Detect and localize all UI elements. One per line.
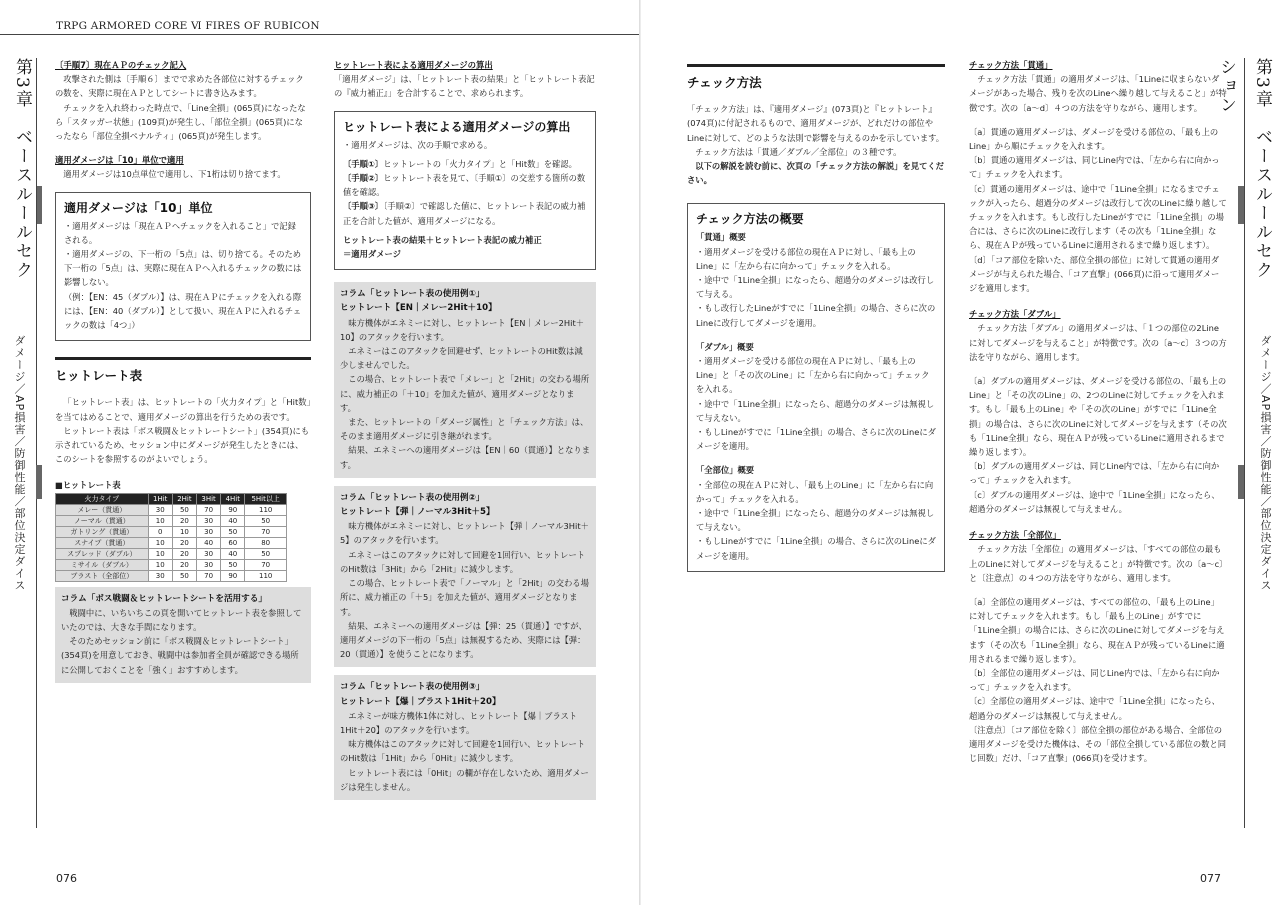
table-cell: 20 [172, 537, 196, 548]
example-2-box [334, 486, 596, 667]
table-cell: 20 [172, 559, 196, 570]
double-heading: チェック方法「ダブル」 [969, 309, 1061, 320]
table-cell: 10 [148, 537, 172, 548]
table-cell: 40 [221, 548, 245, 559]
unit-box-line-2: ・適用ダメージの、下一桁の「5点」は、切り捨てる。そのため下一桁の「5点」は、実際に現在ＡＰへ入れるチェックの数には影響しない。 [64, 249, 302, 288]
page-number-right: 077 [1200, 872, 1221, 885]
unit-box-line-3: （例：【EN：45（ダブル）】は、現在ＡＰにチェックを入れる際には、【EN：40（ダブル）】として扱い、現在ＡＰに入れるチェックの数は「4つ」） [64, 291, 302, 331]
example-1-subtitle: ヒットレート【EN｜メレー2Hit＋10】 [340, 303, 497, 314]
table-row-label: スプレッド（ダブル） [56, 548, 149, 559]
running-header-title: TRPG ARMORED CORE Ⅵ FIRES OF RUBICON [56, 20, 320, 32]
table-cell: 80 [245, 537, 287, 548]
table-cell: 30 [197, 515, 221, 526]
right-section-block [1238, 325, 1280, 825]
all-parts-rule-a: 〔a〕全部位の適用ダメージは、すべての部位の、「最も上のLine」に対してチェックを入れます。もし「最も上のLine」がすでに「1Line全損」の場合には、さらに次のLineに対してダメージを与えます（その次も「1Line全損」なら、現在ＡＰが残っているLineに適用されるまで繰り返します）。 [969, 596, 1225, 664]
calc-formula-line-1: ヒットレート表の結果＋ヒットレート表記の威力補正 [343, 234, 542, 245]
table-cell: 40 [221, 515, 245, 526]
penetrate-rule-b: 〔b〕貫通の適用ダメージは、同じLine内では、「左から右に向かって」チェックを入れます。 [969, 155, 1220, 180]
page-gutter [639, 0, 641, 905]
step-3-text: 〔手順②〕で確認した値に、ヒットレート表記の威力補正を合計した値が、適用ダメージになる。 [343, 201, 586, 226]
calc-step-3 [343, 199, 587, 227]
table-cell: 30 [197, 548, 221, 559]
left-chapter-label: 第3章 ベースルールセク [12, 58, 32, 280]
step7-paragraph-1: 攻撃された側は〔手順６〕までで求めた各部位に対するチェックの数を、実際に現在ＡＰとしてシートに書き込みます。 [55, 74, 304, 99]
sheet-column-paragraph-2: そのためセッション前に「ボス戦闘＆ヒットレートシート」(354頁)を用意しておき、戦闘中は参加者全員が確認できる場所に公開しておくことを「強く」おすすめします。 [61, 636, 299, 675]
overview-double-title: 「ダブル」概要 [696, 341, 754, 352]
calc-paragraph: 「適用ダメージ」は、「ヒットレート表の結果」と「ヒットレート表記の『威力補正』」を合計することで、求められます。 [334, 74, 595, 99]
table-cell: 110 [245, 570, 287, 581]
hitrate-table [55, 493, 287, 582]
table-header-cell: 火力タイプ [56, 493, 149, 504]
table-cell: 110 [245, 504, 287, 515]
table-header-cell: 5Hit以上 [245, 493, 287, 504]
hitrate-paragraph-2: ヒットレート表は「ボス戦闘＆ヒットレートシート」(354頁)にも示されているため、セッション中にダメージが発生したときには、このシートを参照するのがよいでしょう。 [55, 425, 310, 465]
overview-all-line-1: ・全部位の現在ＡＰに対し、「最も上のLine」に「左から右に向かって」チェックを入れる。 [696, 479, 934, 504]
check-method-paragraph-3: 以下の解説を読む前に、次頁の「チェック方法の解説」を見てください。 [687, 161, 944, 186]
sheet-column-box [55, 587, 311, 683]
left-section-marker [36, 465, 42, 499]
table-row [56, 559, 287, 570]
table-cell: 30 [148, 570, 172, 581]
all-parts-heading: チェック方法「全部位」 [969, 530, 1061, 541]
calc-step-2 [343, 171, 587, 199]
double-intro: チェック方法「ダブル」の適用ダメージは、「１つの部位の2Lineに対してダメージを与えること」が特徴です。次の〔a～c〕３つの方法を守りながら、適用します。 [969, 323, 1227, 362]
table-row-label: ノーマル（貫通） [56, 515, 149, 526]
table-cell: 50 [172, 570, 196, 581]
table-row [56, 515, 287, 526]
penetrate-heading: チェック方法「貫通」 [969, 60, 1053, 70]
example-3-paragraph-3: ヒットレート表には「0Hit」の欄が存在しないため、適用ダメージは発生しません。 [340, 767, 589, 792]
left-section-label: ダメージ／AP損害／防御性能／部位決定ダイス [13, 335, 26, 592]
column-4 [969, 58, 1227, 765]
table-header-cell: 1Hit [148, 493, 172, 504]
table-cell: 30 [197, 559, 221, 570]
overview-penetrate-line-2: ・途中で「1Line全損」になったら、超過分のダメージは改行して与える。 [696, 275, 935, 300]
overview-double-line-2: ・途中で「1Line全損」になったら、超過分のダメージは無視して与えない。 [696, 398, 935, 423]
all-parts-rule-c: 〔c〕全部位の適用ダメージは、途中で「1Line全損」になったら、超過分のダメージは無視して与えません。 [969, 696, 1220, 721]
page-number-left: 076 [56, 872, 77, 885]
unit-box-title: 適用ダメージは「10」単位 [64, 200, 213, 215]
overview-penetrate-line-3: ・もし改行したLineがすでに「1Line全損」の場合、さらに次のLineに改行してダメージを適用。 [696, 303, 936, 328]
example-1-paragraph-3: この場合、ヒットレート表で「メレー」と「2Hit」の交わる場所に、威力補正の「＋10」を加えた値が、適用ダメージとなります。 [340, 374, 590, 413]
example-2-paragraph-2: エネミーはこのアタックに対して回避を1回行い、ヒットレートのHit数は「3Hit」から「2Hit」に減少します。 [340, 549, 586, 574]
penetrate-rule-a: 〔a〕貫通の適用ダメージは、ダメージを受ける部位の、「最も上のLine」から順にチェックを入れます。 [969, 126, 1219, 152]
table-cell: 50 [245, 548, 287, 559]
hitrate-section-title: ヒットレート表 [55, 357, 311, 383]
unit-summary-box [55, 192, 311, 342]
example-2-paragraph-1: 味方機体がエネミーに対し、ヒットレート【弾｜ノーマル3Hit＋5】のアタックを行います。 [340, 521, 589, 546]
example-2-subtitle: ヒットレート【弾｜ノーマル3Hit＋5】 [340, 507, 495, 518]
sheet-column-paragraph-1: 戦闘中に、いちいちこの頁を開いてヒットレート表を参照していたのでは、大きな手間になります。 [61, 607, 302, 633]
example-3-box [334, 675, 596, 800]
table-cell: 10 [172, 526, 196, 537]
column-1 [55, 58, 311, 683]
column-2 [334, 58, 596, 800]
table-cell: 50 [221, 526, 245, 537]
table-cell: 90 [221, 570, 245, 581]
calc-box-intro: ・適用ダメージは、次の手順で求める。 [343, 139, 493, 150]
table-cell: 0 [148, 526, 172, 537]
overview-penetrate-title: 「貫通」概要 [696, 232, 746, 243]
sheet-column-title: コラム「ボス戦闘＆ヒットレートシートを活用する」 [61, 593, 267, 604]
table-cell: 10 [148, 559, 172, 570]
table-row-label: ミサイル（ダブル） [56, 559, 149, 570]
step-1-label: 〔手順①〕 [343, 158, 384, 169]
overview-double-line-1: ・適用ダメージを受ける部位の現在ＡＰに対し、「最も上のLine」と「その次のLine」に「左から右に向かって」チェックを入れる。 [696, 356, 930, 395]
step-1-text: ヒットレートの「火力タイプ」と「Hit数」を確認。 [383, 158, 577, 169]
double-rule-b: 〔b〕ダブルの適用ダメージは、同じLine内では、「左から右に向かって」チェックを入れます。 [969, 461, 1220, 486]
calc-box-title: ヒットレート表による適用ダメージの算出 [343, 119, 571, 134]
example-1-paragraph-2: エネミーはこのアタックを回避せず、ヒットレートのHit数は減少しませんでした。 [340, 346, 583, 371]
table-cell: 70 [197, 504, 221, 515]
example-1-title: コラム「ヒットレート表の使用例①」 [340, 289, 485, 300]
example-1-paragraph-1: 味方機体がエネミーに対し、ヒットレート【EN｜メレー2Hit＋10】のアタックを行います。 [340, 317, 584, 342]
step-2-text: ヒットレート表を見て、〔手順①〕の交差する箇所の数値を確認。 [343, 173, 586, 198]
example-1-paragraph-4: また、ヒットレートの「ダメージ属性」と「チェック方法」は、そのまま適用ダメージに引き継がれます。 [340, 417, 589, 442]
example-3-paragraph-1: エネミーが味方機体1体に対し、ヒットレート【爆｜ブラスト1Hit＋20】のアタックを行います。 [340, 710, 578, 735]
example-3-paragraph-2: 味方機体はこのアタックに対して回避を1回行い、ヒットレートのHit数は「1Hit」から「0Hit」に減少します。 [340, 739, 586, 764]
double-rule-c: 〔c〕ダブルの適用ダメージは、途中で「1Line全損」になったら、超過分のダメージは無視して与えません。 [969, 489, 1220, 514]
example-2-paragraph-4: 結果、エネミーへの適用ダメージは【弾：25（貫通）】ですが、適用ダメージの下一桁の「5点」は無視するため、実際には【弾：20（貫通）】を使うことになります。 [340, 620, 587, 660]
penetrate-rule-d: 〔d〕「コア部位を除いた、部位全損の部位」に対して貫通の適用ダメージが与えられた場合、「コア直撃」(066頁)に沿って適用ダメージを適用します。 [969, 254, 1220, 294]
step7-heading: 〔手順7〕現在ＡＰのチェック記入 [55, 60, 187, 70]
table-row-label: ガトリング（貫通） [56, 526, 149, 537]
table-cell: 20 [172, 515, 196, 526]
overview-box-title: チェック方法の概要 [696, 212, 804, 227]
column-3 [687, 64, 945, 572]
hitrate-table-header-row [56, 493, 287, 504]
example-1-paragraph-5: 結果、エネミーへの適用ダメージは【EN｜60（貫通）】となります。 [340, 445, 591, 470]
table-header-cell: 4Hit [221, 493, 245, 504]
table-cell: 10 [148, 548, 172, 559]
table-row [56, 548, 287, 559]
step-3-label: 〔手順③〕 [343, 201, 384, 212]
table-row [56, 504, 287, 515]
table-row-label: ブラスト（全部位） [56, 570, 149, 581]
calc-procedure-box [334, 111, 596, 271]
table-cell: 50 [172, 504, 196, 515]
all-parts-rule-b: 〔b〕全部位の適用ダメージは、同じLine内では、「左から右に向かって」チェックを入れます。 [969, 667, 1220, 693]
table-cell: 60 [221, 537, 245, 548]
hitrate-table-title: ■ヒットレート表 [55, 480, 121, 491]
example-2-title: コラム「ヒットレート表の使用例②」 [340, 492, 485, 503]
table-row-label: スナイプ（貫通） [56, 537, 149, 548]
calc-heading: ヒットレート表による適用ダメージの算出 [334, 60, 493, 70]
table-cell: 70 [197, 570, 221, 581]
example-1-box [334, 282, 596, 478]
table-cell: 30 [197, 526, 221, 537]
step7-paragraph-2: チェックを入れ終わった時点で、「Line全損」(065頁)になったなら「スタッガー状態」(109頁)が発生し、「部位全損」(065頁)になったなら「部位全損ペナルティ」(065頁)が発生します。 [55, 102, 306, 142]
all-parts-note: 〔注意点〕〔コア部位を除く〕部位全損の部位がある場合、全部位の適用ダメージを受けた機体は、その「部位全損している部位の数と同じ回数」だけ、「コア直撃」(066頁)を受けます。 [969, 724, 1227, 764]
right-section-label: ダメージ／AP損害／防御性能／部位決定ダイス [1259, 335, 1272, 592]
check-method-title: チェック方法 [687, 64, 945, 90]
unit-paragraph: 適用ダメージは10点単位で適用し、下1桁は切り捨てます。 [63, 169, 286, 180]
table-cell: 10 [148, 515, 172, 526]
table-header-cell: 2Hit [172, 493, 196, 504]
table-cell: 50 [245, 515, 287, 526]
table-cell: 30 [148, 504, 172, 515]
check-method-overview-box [687, 203, 945, 571]
table-cell: 90 [221, 504, 245, 515]
hitrate-paragraph-1: 「ヒットレート表」は、ヒットレートの「火力タイプ」と「Hit数」を当てはめることで、適用ダメージの算出を行うための表です。 [55, 397, 311, 422]
calc-formula-line-2: ＝適用ダメージ [343, 249, 401, 260]
table-row-label: メレー（貫通） [56, 504, 149, 515]
check-method-paragraph-1: 「チェック方法」は、『適用ダメージ』(073頁)と『ヒットレート』(074頁)に付記されるもので、適用ダメージが、どれだけの部位やLineに対して、どのような法則で影響を与えるのかを示しています。 [687, 104, 945, 143]
step-2-label: 〔手順②〕 [343, 173, 384, 184]
example-2-paragraph-3: この場合、ヒットレート表で「ノーマル」と「2Hit」の交わる場所に、威力補正の「＋5」を加えた値が、適用ダメージとなります。 [340, 578, 589, 617]
right-chapter-label: 第3章 ベースルールセクション [1216, 58, 1272, 280]
overview-all-title: 「全部位」概要 [696, 465, 755, 476]
table-cell: 20 [172, 548, 196, 559]
overview-double-line-3: ・もしLineがすでに「1Line全損」の場合、さらに次のLineにダメージを適用。 [696, 427, 936, 452]
calc-step-1 [343, 157, 587, 171]
right-section-marker [1238, 465, 1244, 499]
overview-all-line-3: ・もしLineがすでに「1Line全損」の場合、さらに次のLineにダメージを適用。 [696, 536, 936, 561]
table-row [56, 537, 287, 548]
all-parts-intro: チェック方法「全部位」の適用ダメージは、「すべての部位の最も上のLineに対してダメージを与えること」が特徴です。次の〔a～c〕と〔注意点〕の４つの方法を守りながら、適用します。 [969, 544, 1224, 583]
table-row [56, 526, 287, 537]
example-3-title: コラム「ヒットレート表の使用例③」 [340, 682, 485, 693]
table-header-cell: 3Hit [197, 493, 221, 504]
penetrate-rule-c: 〔c〕貫通の適用ダメージは、途中で「1Line全損」になるまでチェックが入ったら、超過分のダメージは改行して次のLineに繰り越してチェックを入れます。もし改行したLineがすでに「1Line全損」の場合には、さらに次のLineに改行します（その次も「1Line全損」なら、現在ＡＰが残っているLineに適用されるまで繰り返します）。 [969, 183, 1227, 251]
overview-penetrate-line-1: ・適用ダメージを受ける部位の現在ＡＰに対し、「最も上のLine」に「左から右に向かって」チェックを入れる。 [696, 246, 916, 271]
unit-heading: 適用ダメージは「10」単位で適用 [55, 155, 184, 166]
table-row [56, 570, 287, 581]
table-cell: 70 [245, 559, 287, 570]
penetrate-intro: チェック方法「貫通」の適用ダメージは、「1Lineに収まらないダメージがあった場合、残りを次のLineへ繰り越して与えること」が特徴です。次の〔a～d〕４つの方法を守りながら、適用します。 [969, 74, 1227, 113]
example-3-subtitle: ヒットレート【爆｜ブラスト1Hit＋20】 [340, 696, 501, 707]
double-rule-a: 〔a〕ダブルの適用ダメージは、ダメージを受ける部位の、「最も上のLine」と「その次のLine」の、2つのLineに対してチェックを入れます。もし「最も上のLine」や「その次のLine」がすでに「1Line全損」の場合は、さらに次のLineに対してダメージを与えます（その次も「1Line全損」なら、現在ＡＰが残っているLineに適用されるまで繰り返します）。 [969, 376, 1227, 458]
table-cell: 70 [245, 526, 287, 537]
header-rule [0, 34, 640, 35]
overview-all-line-2: ・途中で「1Line全損」になったら、超過分のダメージは無視して与えない。 [696, 508, 935, 533]
table-cell: 50 [221, 559, 245, 570]
table-cell: 40 [197, 537, 221, 548]
check-method-paragraph-2: チェック方法は「貫通／ダブル／全部位」の３種です。 [695, 146, 902, 157]
unit-box-line-1: ・適用ダメージは「現在ＡＰへチェックを入れること」で記録される。 [64, 220, 296, 245]
